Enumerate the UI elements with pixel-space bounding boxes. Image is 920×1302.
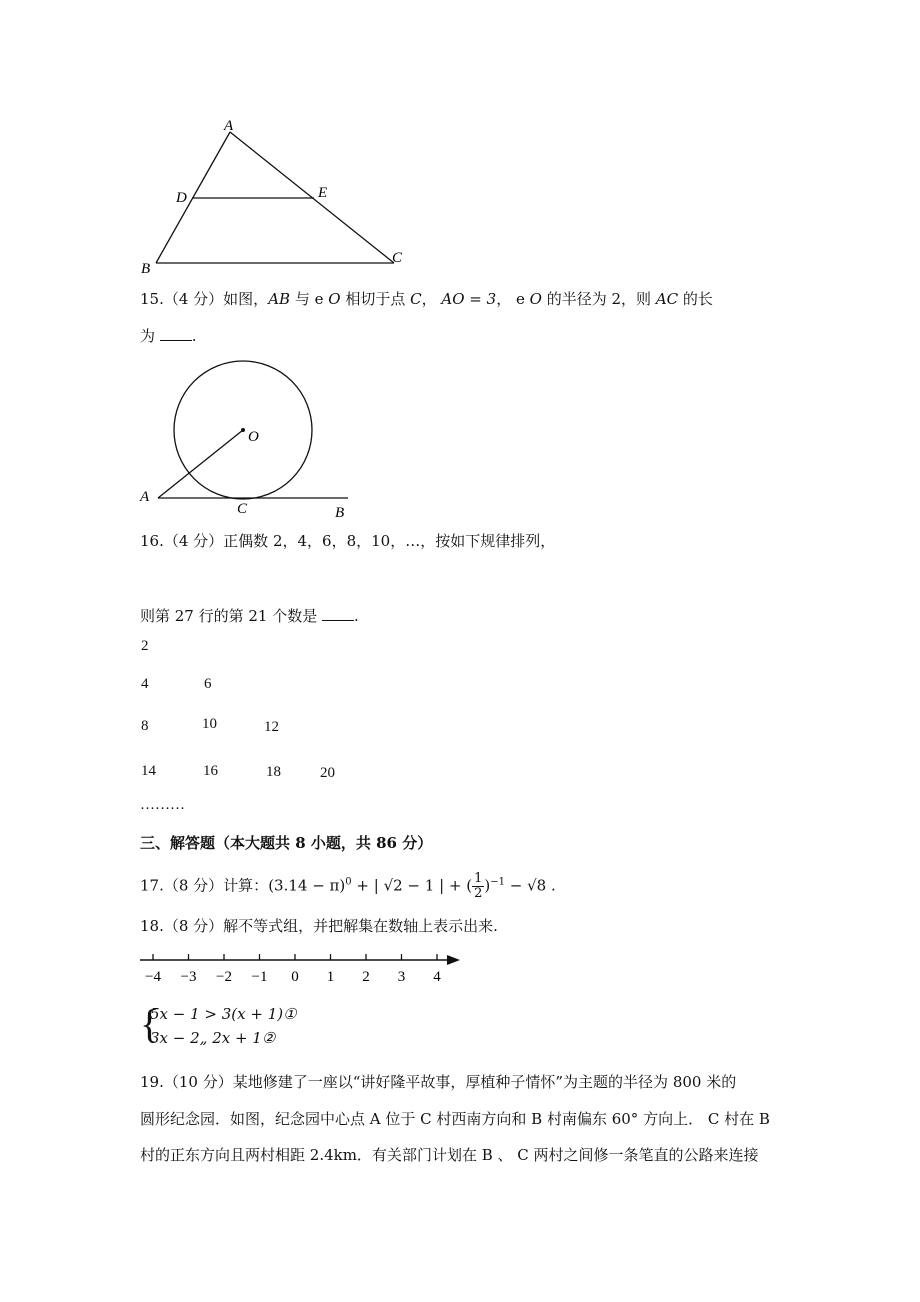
number-line-label: 2 (362, 969, 370, 985)
label-d: D (176, 190, 187, 206)
number-line-label: 3 (397, 969, 406, 985)
q17-points: （8 分） (163, 876, 224, 895)
circle-tangent-figure (130, 355, 370, 525)
sequence-r2c1: 4 (141, 676, 149, 692)
q17-expr-4: − √8 . (505, 876, 556, 895)
q15-text-b: 与 (290, 290, 315, 308)
label-b: B (141, 261, 151, 277)
label-a2: A (140, 489, 150, 505)
q15-text-a: 如图， (223, 290, 269, 308)
q17-exp-0: 0 (345, 876, 352, 888)
sequence-r4c2: 16 (203, 763, 218, 779)
q16-line1 (140, 531, 555, 551)
q17-exp-neg1: −1 (490, 876, 505, 888)
q15-text-f: 的半径为 2，则 (541, 290, 656, 308)
sequence-r3c1: 8 (141, 718, 149, 734)
number-line-label: 1 (326, 969, 335, 985)
q19-line2: 圆形纪念园．如图，纪念园中心点 A 位于 C 村西南方向和 B 村南偏东 60° 方向上． C 村在 B (140, 1110, 770, 1128)
q15-ab: AB (268, 290, 291, 308)
label-b2: B (335, 505, 345, 521)
q17-expr-2: + | √2 − 1 | + ( (351, 876, 473, 895)
segment-ao (158, 430, 243, 498)
q16-answer-blank (322, 606, 354, 621)
sequence-r4c3: 18 (266, 764, 281, 780)
sequence-ellipsis: ……… (140, 797, 185, 813)
q19-line3: 村的正东方向且两村相距 2.4km．有关部门计划在 B 、 C 两村之间修一条笔直的公路来连接 (140, 1146, 759, 1164)
q15-text-g: 的长 (678, 290, 713, 308)
q15-circle-sym: e (314, 290, 324, 308)
inequality-2: 3x − 2„ 2x + 1② (150, 1029, 276, 1047)
q16-line2-text: 则第 27 行的第 21 个数是 (140, 607, 318, 625)
number-line-label: 0 (291, 969, 299, 985)
q16-points: （4 分） (163, 532, 224, 550)
q15-points: （4 分） (163, 290, 224, 308)
number-line-label: −1 (251, 969, 268, 985)
sequence-r3c3: 12 (264, 719, 279, 735)
q15-text-d: ， (421, 290, 437, 308)
q19-line1-text: 某地修建了一座以“讲好隆平故事，厚植种子情怀”为主题的半径为 800 米的 (232, 1073, 737, 1091)
number-line-label: −4 (145, 969, 161, 985)
q17-frac-den: 2 (474, 886, 483, 901)
q18-text: 解不等式组，并把解集在数轴上表示出来. (223, 917, 498, 935)
sequence-r3c2: 10 (202, 716, 217, 732)
number-line-label: 4 (433, 969, 441, 985)
q16-line2 (140, 606, 359, 626)
q17-expr-1: (3.14 − π) (268, 876, 346, 895)
q15-text-e: ， (496, 290, 512, 308)
sequence-r4c1: 14 (141, 763, 156, 779)
q15-ac: AC (655, 290, 679, 308)
q15-number: 15. (140, 290, 164, 308)
q17-expr-3: ) (484, 876, 491, 895)
q19-points: （10 分） (163, 1073, 233, 1091)
triangle-figure (130, 110, 420, 280)
label-a: A (224, 118, 234, 134)
q19-line1 (140, 1072, 736, 1092)
label-c: C (392, 250, 403, 266)
q17-line (140, 872, 556, 901)
q15-o: O (328, 290, 341, 308)
sequence-r1c1: 2 (141, 638, 149, 654)
q17-frac-num: 1 (474, 871, 483, 886)
sequence-r4c4: 20 (320, 765, 335, 781)
q17-fraction (472, 872, 484, 901)
q18-line (140, 916, 498, 936)
q18-number: 18. (140, 917, 164, 935)
number-line-arrow (447, 955, 460, 965)
q15-c: C (410, 290, 422, 308)
q15-line2-text: 为 (140, 327, 156, 345)
q15-circle-sym-2: e (515, 290, 525, 308)
label-c2: C (237, 501, 248, 517)
label-o: O (248, 429, 259, 445)
q15-line1 (140, 289, 713, 309)
q19-number: 19. (140, 1073, 164, 1091)
q15-answer-blank (160, 326, 192, 341)
q15-line2 (140, 326, 197, 346)
number-line-label: −3 (180, 969, 197, 985)
q15-o-2: O (529, 290, 542, 308)
q16-number: 16. (140, 532, 164, 550)
q16-end: . (354, 607, 359, 625)
q17-number: 17. (140, 876, 164, 895)
number-line (138, 948, 468, 988)
number-line-label: −2 (216, 969, 232, 985)
inequality-1: 5x − 1 > 3(x + 1)① (150, 1005, 297, 1023)
q16-text: 正偶数 2，4，6，8，10，…，按如下规律排列， (223, 532, 556, 550)
center-dot (241, 428, 245, 432)
q15-ao: AO = 3 (441, 290, 497, 308)
system-brace: { (140, 1001, 160, 1046)
sequence-r2c2: 6 (204, 676, 212, 692)
q15-text-c: 相切于点 (340, 290, 411, 308)
q17-label: 计算： (223, 876, 269, 895)
label-e: E (318, 185, 328, 201)
q15-end: . (191, 327, 197, 345)
q18-points: （8 分） (163, 917, 224, 935)
section-3-title: 三、解答题（本大题共 8 小题，共 86 分） (140, 834, 433, 852)
